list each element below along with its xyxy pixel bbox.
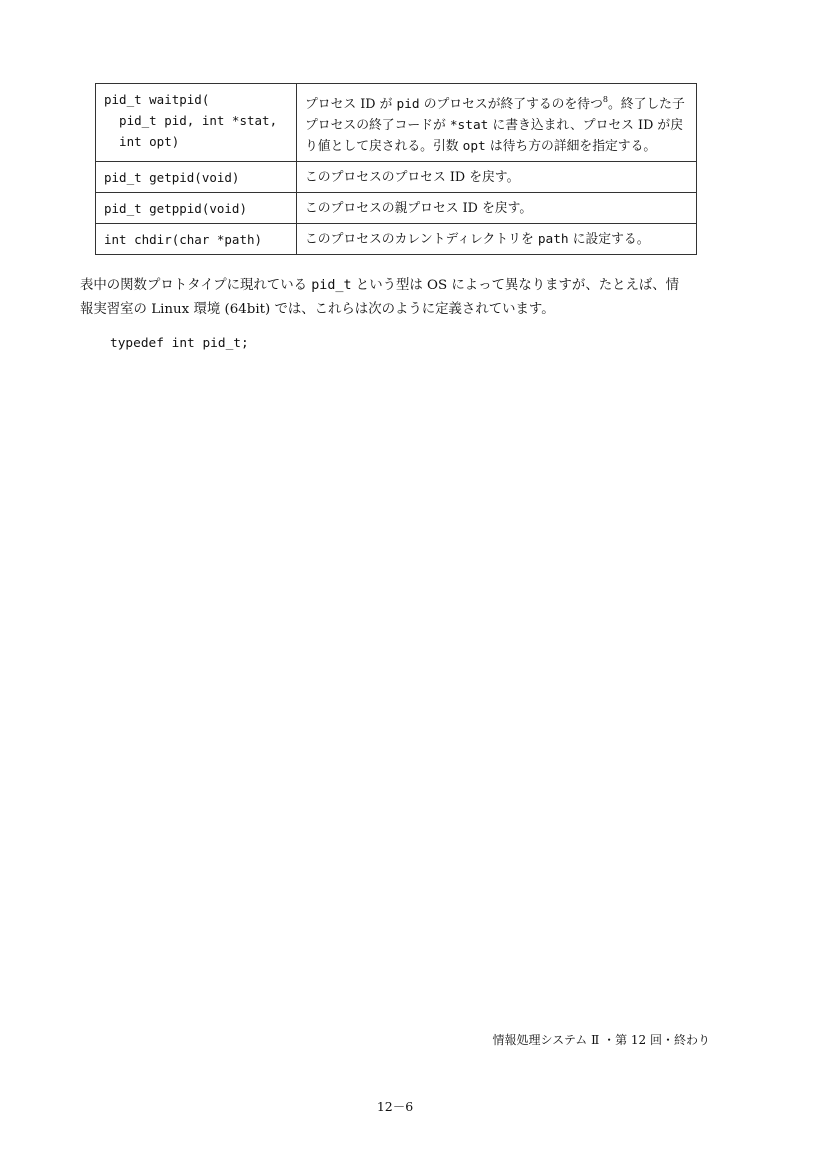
description-cell — [297, 84, 697, 162]
description-cell — [297, 224, 697, 255]
paragraph-text: という型は OS によって異なりますが、たとえば、情 — [351, 278, 680, 293]
inline-code: opt — [462, 139, 486, 154]
signature-line: pid_t pid, int *stat, — [104, 113, 278, 128]
signature-line: pid_t waitpid( — [104, 92, 210, 107]
inline-code: pid_t — [311, 278, 352, 293]
description-cell: このプロセスの親プロセス ID を戻す。 — [297, 193, 697, 224]
table-row — [96, 162, 697, 193]
footnote-marker: 8 — [602, 95, 608, 104]
description-text: のプロセスが終了するのを待つ — [419, 97, 603, 112]
description-cell: このプロセスのプロセス ID を戻す。 — [297, 162, 697, 193]
signature-cell: int chdir(char *path) — [96, 224, 297, 255]
description-text: このプロセスのカレントディレクトリを — [305, 232, 538, 247]
signature-cell — [96, 84, 297, 162]
table-row — [96, 84, 697, 162]
function-table — [95, 83, 697, 255]
inline-code: *stat — [449, 118, 489, 133]
inline-code: path — [537, 232, 569, 247]
table-row — [96, 224, 697, 255]
signature-line: int opt) — [104, 134, 180, 149]
body-paragraph — [80, 274, 720, 322]
paragraph-line — [80, 274, 720, 298]
table-row — [96, 193, 697, 224]
signature-cell: pid_t getpid(void) — [96, 162, 297, 193]
description-text: に書き込まれ、プロセス ID が戻り値として戻される。引数 — [305, 118, 684, 154]
paragraph-line: 報実習室の Linux 環境 (64bit) では、これらは次のように定義されています。 — [80, 302, 555, 317]
inline-code: pid — [396, 97, 420, 112]
description-text: は待ち方の詳細を指定する。 — [485, 139, 657, 154]
page-number: 12－6 — [376, 1099, 414, 1114]
signature-cell: pid_t getppid(void) — [96, 193, 297, 224]
paragraph-text: 表中の関数プロトタイプに現れている — [80, 278, 312, 293]
description-text: に設定する。 — [568, 232, 650, 247]
description-text: 。終了した子プロセスの終了コードが — [305, 97, 685, 133]
description-text: プロセス ID が — [305, 97, 397, 112]
code-block: typedef int pid_t; — [110, 336, 249, 351]
chapter-end-note: 情報処理システム Ⅱ ・第 12 回・終わり — [492, 1033, 710, 1047]
